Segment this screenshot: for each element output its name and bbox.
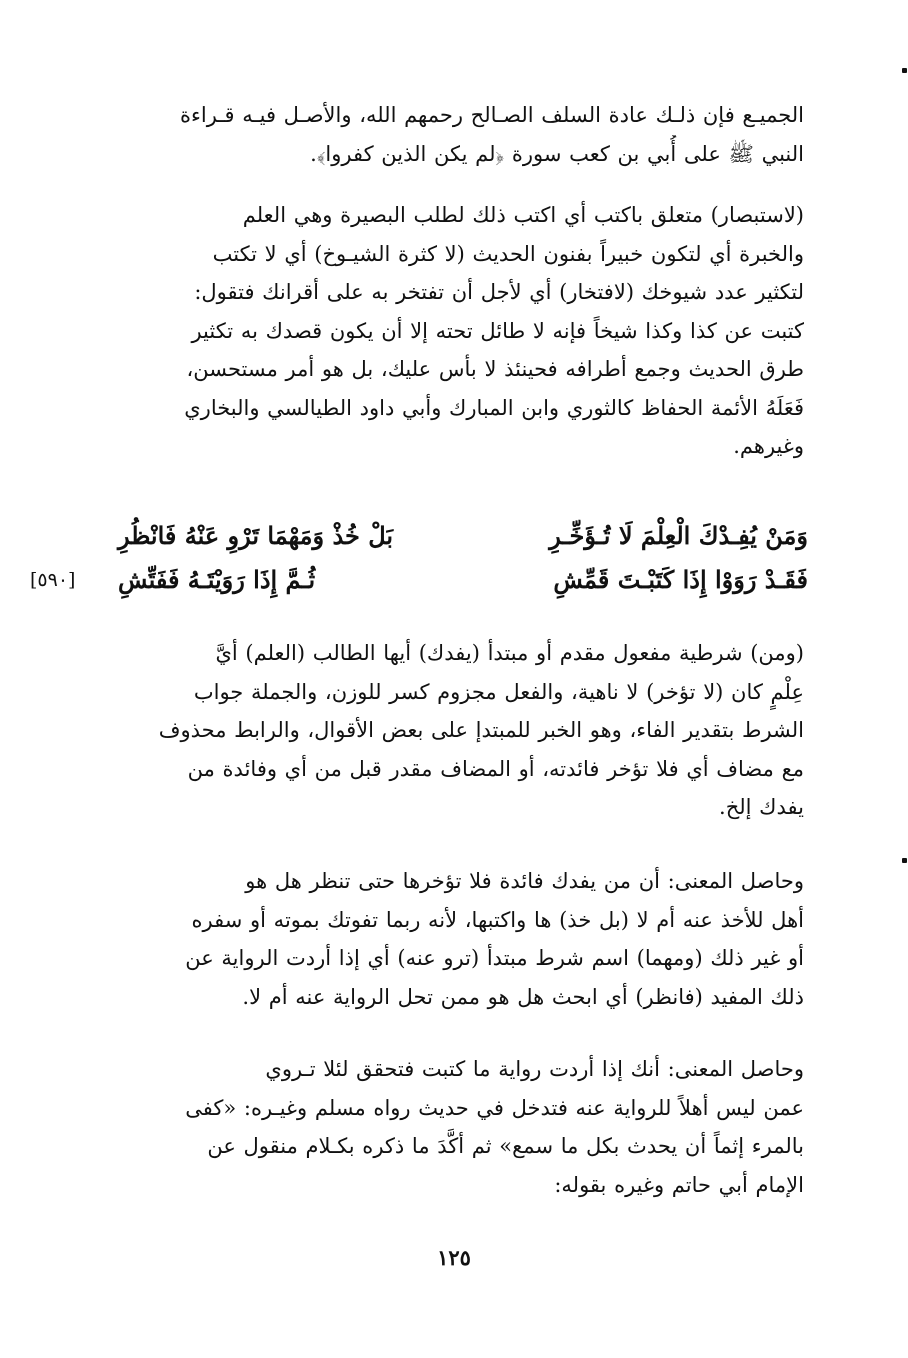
paragraph-2 xyxy=(118,196,804,466)
text-line: الشرط بتقدير الفاء، وهو الخبر للمبتدإ على بعض الأقوال، والرابط محذوف xyxy=(158,718,804,742)
text-line: فَعَلَهُ الأئمة الحفاظ كالثوري وابن المبارك وأبي داود الطيالسي والبخاري xyxy=(184,395,804,420)
text-line: الجميـع فإن ذلـك عادة السلف الصـالح رحمهم الله، والأصـل فيـه قـراءة xyxy=(180,103,804,127)
text-line: والخبرة أي لتكون خبيراً بفنون الحديث (لا كثرة الشيـوخ) أي لا تكتب xyxy=(212,241,804,266)
text-line: طرق الحديث وجمع أطرافه فحينئذ لا بأس عليك، بل هو أمر مستحسن، xyxy=(186,357,804,381)
text-line: النبي ﷺ على أُبي بن كعب سورة ﴿لم يكن الذين كفروا﴾. xyxy=(310,141,804,166)
text-line: (ومن) شرطية مفعول مقدم أو مبتدأ (يفدك) أيها الطالب (العلم) أيَّ xyxy=(215,641,804,665)
verse-block xyxy=(118,514,808,602)
verse-line-2 xyxy=(118,558,808,602)
page-number: ١٢٥ xyxy=(437,1245,471,1270)
margin-mark-top xyxy=(902,68,907,73)
margin-mark-middle xyxy=(902,858,907,863)
verse-hemistich: فَقَـدْ رَوَوْا إِذَا كَتَبْـتَ قَمِّشِ xyxy=(553,565,808,594)
text-line: مع مضاف أي فلا تؤخر فائدته، أو المضاف مقدر قبل من أي وفائدة من xyxy=(187,756,804,781)
text-line: (لاستبصار) متعلق باكتب أي اكتب ذلك لطلب البصيرة وهي العلم xyxy=(242,203,804,227)
text-line: ذلك المفيد (فانظر) أي ابحث هل هو ممن تحل الرواية عنه أم لا. xyxy=(242,984,804,1009)
paragraph-1 xyxy=(118,96,804,173)
text-line: عمن ليس أهلاً للرواية عنه فتدخل في حديث رواه مسلم وغيـره: «كفى xyxy=(185,1095,804,1120)
paragraph-3 xyxy=(118,634,804,827)
text-line: وحاصل المعنى: أن من يفدك فائدة فلا تؤخرها حتى تنظر هل هو xyxy=(245,869,804,893)
verse-hemistich: بَلْ خُذْ وَمَهْمَا تَرْوِ عَنْهُ فَانْظُرِ xyxy=(118,521,394,550)
text-line: أو غير ذلك (ومهما) اسم شرط مبتدأ (ترو عنه) أي إذا أردت الرواية عن xyxy=(185,946,804,970)
verse-number: [٥٩٠] xyxy=(30,569,76,591)
verse-hemistich: ثُـمَّ إِذَا رَوَيْتَـهُ فَفَتِّشِ xyxy=(118,565,316,594)
text-line: يفدك إلخ. xyxy=(719,795,804,819)
text-line: كتبت عن كذا وكذا شيخاً فإنه لا طائل تحته إلا أن يكون قصدك به تكثير xyxy=(191,318,804,343)
text-line: وغيرهم. xyxy=(733,434,804,458)
text-line: عِلْمٍ كان (لا تؤخر) لا ناهية، والفعل مجزوم كسر للوزن، والجملة جواب xyxy=(193,679,804,704)
text-line: أهل للأخذ عنه أم لا (بل خذ) ها واكتبها، لأنه ربما تفوتك بموته أو سفره xyxy=(191,907,804,932)
paragraph-5 xyxy=(118,1050,804,1204)
text-line: بالمرء إثماً أن يحدث بكل ما سمع» ثم أكَّدَ ما ذكره بكـلام منقول عن xyxy=(207,1134,804,1158)
text-line: وحاصل المعنى: أنك إذا أردت رواية ما كتبت فتحقق لئلا تـروي xyxy=(265,1057,804,1081)
text-line: لتكثير عدد شيوخك (لافتخار) أي لأجل أن تفتخر به على أقرانك فتقول: xyxy=(194,280,804,304)
verse-line-1 xyxy=(118,514,808,558)
paragraph-4 xyxy=(118,862,804,1016)
text-line: الإمام أبي حاتم وغيره بقوله: xyxy=(554,1172,804,1197)
verse-hemistich: وَمَنْ يُفِـدْكَ الْعِلْمَ لَا تُـؤَخِّـرِ xyxy=(549,521,808,550)
